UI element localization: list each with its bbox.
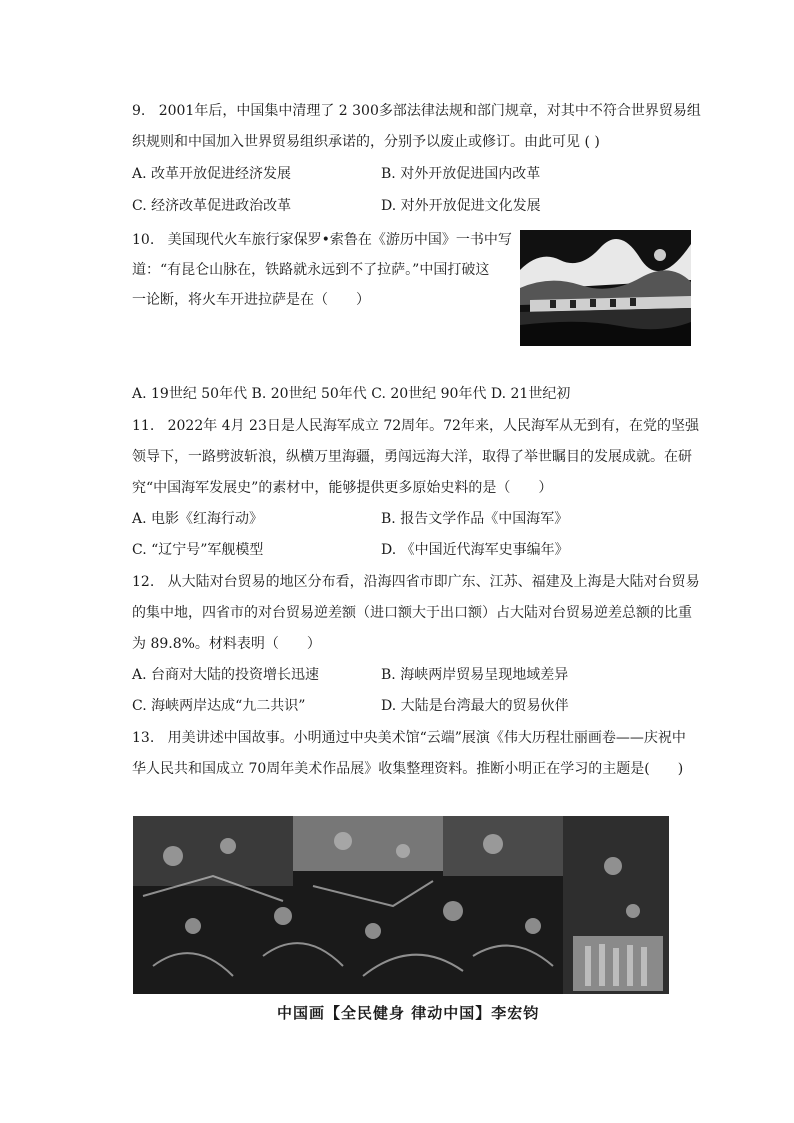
- q13-stem-line2: 华人民共和国成立 70周年美术作品展》收集整理资料。推断小明正在学习的主题是( ): [132, 761, 684, 777]
- q12-option-c[interactable]: C. 海峡两岸达成“九二共识”: [132, 698, 306, 714]
- q13-stem-line1: 13. 用美讲述中国故事。小明通过中央美术馆“云端”展演《伟大历程壮丽画卷——庆祝中: [132, 730, 686, 746]
- q11-option-d[interactable]: D. 《中国近代海军史事编年》: [381, 542, 569, 558]
- q12-stem-line2: 的集中地，四省市的对台贸易逆差额（进口额大于出口额）占大陆对台贸易逆差总额的比重: [132, 605, 692, 621]
- q10-stem-line2: 道：“有昆仑山脉在，铁路就永远到不了拉萨。”中国打破这: [132, 262, 490, 278]
- train-landscape-photo: [520, 230, 691, 346]
- q11-option-c[interactable]: C. “辽宁号”军舰模型: [132, 542, 264, 558]
- q9-option-d[interactable]: D. 对外开放促进文化发展: [381, 198, 541, 214]
- q9-stem-line1: 9. 2001年后，中国集中清理了 2 300多部法律法规和部门规章，对其中不符合世界贸易组: [132, 103, 701, 119]
- q12-option-b[interactable]: B. 海峡两岸贸易呈现地域差异: [381, 667, 569, 683]
- q10-stem-line3: 一论断，将火车开进拉萨是在（ ）: [132, 292, 370, 308]
- q9-option-a[interactable]: A. 改革开放促进经济发展: [132, 166, 292, 182]
- q12-option-d[interactable]: D. 大陆是台湾最大的贸易伙伴: [381, 698, 569, 714]
- q12-stem-line3: 为 89.8%。材料表明（ ）: [132, 636, 321, 652]
- painting-caption: 中国画【全民健身 律动中国】李宏钧: [277, 1004, 540, 1022]
- chinese-painting-photo: [133, 816, 669, 994]
- q11-stem-line2: 领导下，一路劈波斩浪，纵横万里海疆，勇闯远海大洋，取得了举世瞩目的发展成就。在研: [132, 449, 692, 465]
- q10-stem-line1: 10. 美国现代火车旅行家保罗•索鲁在《游历中国》一书中写: [132, 232, 512, 248]
- q12-option-a[interactable]: A. 台商对大陆的投资增长迅速: [132, 667, 320, 683]
- q12-stem-line1: 12. 从大陆对台贸易的地区分布看，沿海四省市即广东、江苏、福建及上海是大陆对台贸易: [132, 574, 700, 590]
- q11-option-a[interactable]: A. 电影《红海行动》: [132, 511, 264, 527]
- q9-option-c[interactable]: C. 经济改革促进政治改革: [132, 198, 292, 214]
- q11-option-b[interactable]: B. 报告文学作品《中国海军》: [381, 511, 569, 527]
- q11-stem-line1: 11. 2022年 4月 23日是人民海军成立 72周年。72年来，人民海军从无到有，在党的坚强: [132, 418, 699, 434]
- q9-stem-line2: 织规则和中国加入世界贸易组织承诺的，分别予以废止或修订。由此可见 ( ): [132, 134, 600, 150]
- q9-option-b[interactable]: B. 对外开放促进国内改革: [381, 166, 541, 182]
- q10-options-line[interactable]: A. 19世纪 50年代 B. 20世纪 50年代 C. 20世纪 90年代 D. 21世纪初: [132, 386, 571, 402]
- q11-stem-line3: 究“中国海军发展史”的素材中，能够提供更多原始史料的是（ ）: [132, 480, 553, 496]
